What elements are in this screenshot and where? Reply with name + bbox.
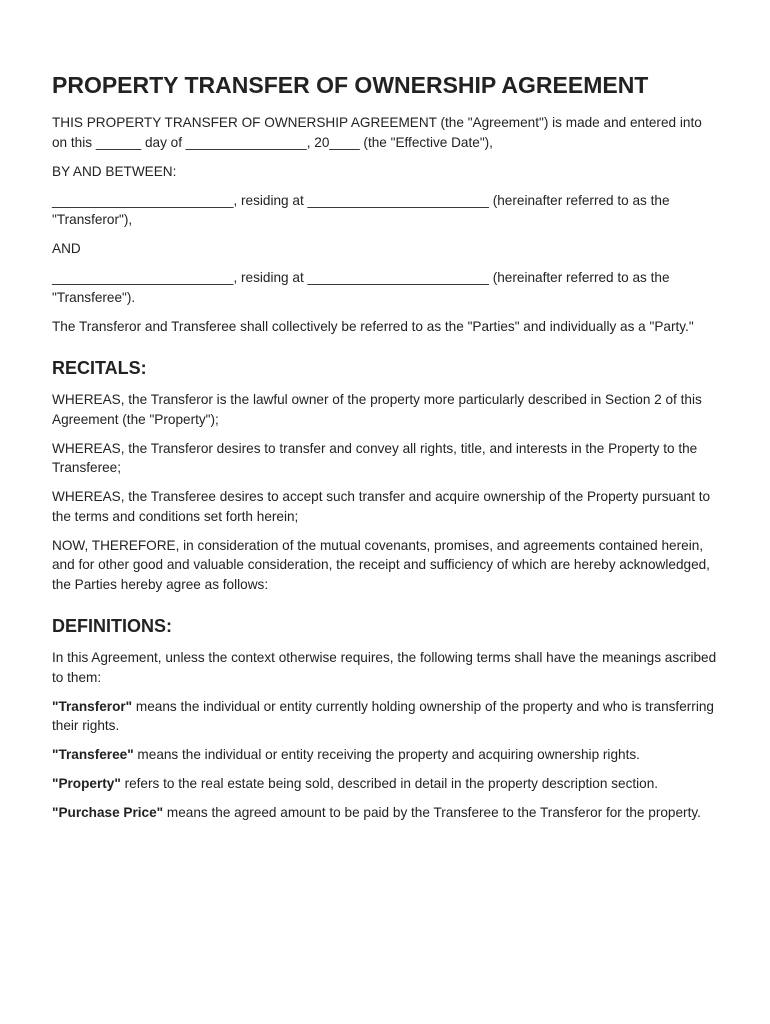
recital-item: WHEREAS, the Transferor desires to transfer and convey all rights, title, and interests in the Property to the Transferee; bbox=[52, 440, 698, 475]
by-and-between-label: BY AND BETWEEN: bbox=[52, 163, 177, 179]
and-label: AND bbox=[52, 241, 81, 256]
definition-term: "Property" bbox=[52, 776, 121, 791]
recital-item: NOW, THEREFORE, in consideration of the mutual covenants, promises, and agreements contained herein, and for other good and valuable consideration, the receipt and sufficiency of which are hereby acknowledged, the Parties hereby agree as follows: bbox=[52, 537, 710, 592]
transferee-line: ________________________, residing at ________________________ (hereinafter referred to as the "Transferee"). bbox=[52, 270, 670, 305]
recitals-heading: RECITALS: bbox=[52, 358, 147, 378]
parties-paragraph: The Transferor and Transferee shall collectively be referred to as the "Parties" and individually as a "Party." bbox=[52, 318, 694, 334]
definition-item-purchase-price bbox=[52, 803, 720, 823]
document-page bbox=[52, 70, 720, 832]
definition-text: refers to the real estate being sold, described in detail in the property description section. bbox=[120, 776, 659, 791]
definitions-heading: DEFINITIONS: bbox=[52, 616, 172, 636]
document-title: PROPERTY TRANSFER OF OWNERSHIP AGREEMENT bbox=[52, 72, 649, 98]
intro-paragraph: THIS PROPERTY TRANSFER OF OWNERSHIP AGREEMENT (the "Agreement") is made and entered into on this ______ day of ________________, 20____ (the "Effective Date"), bbox=[52, 115, 702, 150]
definition-text: means the agreed amount to be paid by the Transferee to the Transferor for the property. bbox=[163, 805, 701, 820]
recital-item: WHEREAS, the Transferee desires to accept such transfer and acquire ownership of the Property pursuant to the terms and conditions set forth herein; bbox=[52, 489, 711, 524]
definition-term: "Transferee" bbox=[52, 747, 134, 762]
recital-item: WHEREAS, the Transferor is the lawful owner of the property more particularly described in Section 2 of this Agreement (the "Property"); bbox=[52, 392, 702, 427]
definition-term: "Purchase Price" bbox=[52, 805, 164, 820]
definition-item-transferor bbox=[52, 697, 720, 736]
definition-text: means the individual or entity currently holding ownership of the property and who is transferring their rights. bbox=[52, 698, 714, 733]
definition-item-property bbox=[52, 774, 720, 794]
definition-text: means the individual or entity receiving the property and acquiring ownership rights. bbox=[133, 747, 640, 762]
definition-item-transferee bbox=[52, 745, 720, 765]
definitions-intro: In this Agreement, unless the context otherwise requires, the following terms shall have the meanings ascribed to them: bbox=[52, 650, 717, 685]
definition-term: "Transferor" bbox=[52, 698, 133, 714]
transferor-line: ________________________, residing at ________________________ (hereinafter referred to as the "Transferor"), bbox=[52, 192, 670, 227]
